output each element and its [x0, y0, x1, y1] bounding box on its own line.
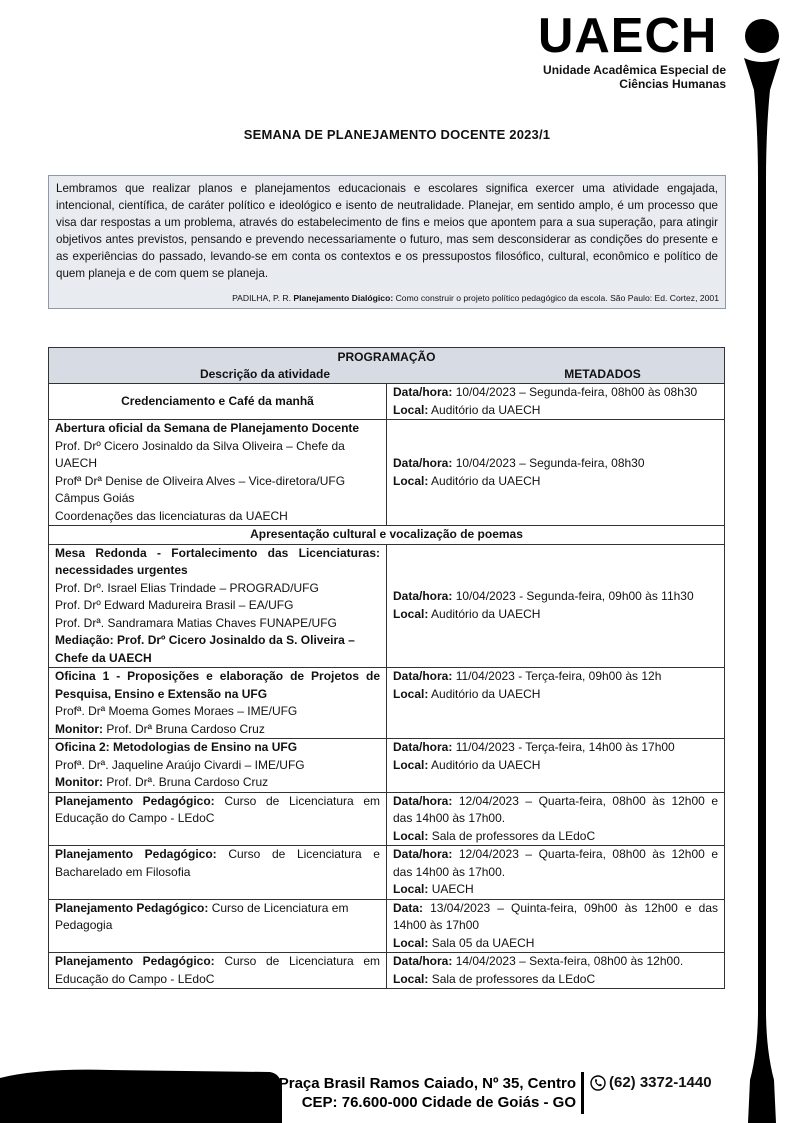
- epigraph-text: Lembramos que realizar planos e planejamentos educacionais e escolares significa exercer uma atividade engajada, intencional, científica, de caráter político e ideológico e isento de neutralidade. Planejar, em sentido amplo, é um processo que visa dar respostas a um problema, através do estabelecimento de fins e meios que apontem para a sua superação, para atingir objetivos antes previstos, pensando e prevendo necessariamente o futuro, mas sem desconsiderar as condições do presente e as experiências do passado, levando-se em conta os contextos e os pressupostos filosófico, cultural, econômico e político de quem planeja e de com quem se planeja.: [56, 182, 718, 280]
- epigraph-box: [48, 175, 726, 309]
- activity-metadata: Data/hora: 11/04/2023 - Terça-feira, 14h00 às 17h00 Local: Auditório da UAECH: [387, 739, 725, 793]
- cultural-presentation: Apresentação cultural e vocalização de poemas: [49, 526, 725, 545]
- table-row: [49, 899, 725, 953]
- activity-metadata: Data/hora: 14/04/2023 – Sexta-feira, 08h00 às 12h00. Local: Sala de professores da LEdoC: [387, 953, 725, 989]
- activity-description: Oficina 1 - Proposições e elaboração de Projetos de Pesquisa, Ensino e Extensão na UFG Profª. Drª Moema Gomes Moraes – IME/UFG Monitor: Prof. Drª Bruna Cardoso Cruz: [49, 668, 387, 739]
- activity-metadata: Data/hora: 12/04/2023 – Quarta-feira, 08h00 às 12h00 e das 14h00 às 17h00. Local: Sala de professores da LEdoC: [387, 792, 725, 846]
- activity-description: Planejamento Pedagógico: Curso de Licenciatura em Pedagogia: [49, 899, 387, 953]
- activity-description: Mesa Redonda - Fortalecimento das Licenciaturas: necessidades urgentes Prof. Drº. Israel Elias Trindade – PROGRAD/UFG Prof. Drº Edward Madureira Brasil – EA/UFG Prof. Drª. Sandramara Matias Chaves FUNAPE/UFG Mediação: Prof. Drº Cicero Josinaldo da S. Oliveira – Chefe da UAECH: [49, 544, 387, 668]
- table-row: [49, 668, 725, 739]
- page-title: SEMANA DE PLANEJAMENTO DOCENTE 2023/1: [243, 127, 551, 142]
- table-header: [49, 348, 725, 384]
- activity-description: Oficina 2: Metodologias de Ensino na UFG Profª. Drª. Jaqueline Araújo Civardi – IME/UFG Monitor: Prof. Drª. Bruna Cardoso Cruz: [49, 739, 387, 793]
- table-row: [49, 526, 725, 545]
- footer-phone: (62) 3372-1440: [590, 1074, 712, 1091]
- footer-divider: [581, 1072, 584, 1114]
- table-row: [49, 384, 725, 420]
- activity-metadata: Data/hora: 10/04/2023 – Segunda-feira, 08h30 Local: Auditório da UAECH: [387, 420, 725, 526]
- activity-metadata: Data/hora: 11/04/2023 - Terça-feira, 09h00 às 12h Local: Auditório da UAECH: [387, 668, 725, 739]
- table-row: [49, 953, 725, 989]
- decorative-side-bar: [730, 0, 794, 1123]
- table-title: PROGRAMAÇÃO: [337, 350, 436, 364]
- epigraph-citation: PADILHA, P. R. Planejamento Dialógico: Como construir o projeto político pedagógico da escola. São Paulo: Ed. Cortez, 2001: [232, 293, 719, 303]
- activity-description: Planejamento Pedagógico: Curso de Licenciatura em Educação do Campo - LEdoC: [49, 792, 387, 846]
- table-row: [49, 544, 725, 668]
- table-row: [49, 739, 725, 793]
- logo: UAECH: [538, 9, 718, 63]
- schedule-table: [48, 347, 725, 989]
- column-header-description: Descrição da atividade: [199, 367, 331, 381]
- activity-description: Planejamento Pedagógico: Curso de Licenciatura em Educação do Campo - LEdoC: [49, 953, 387, 989]
- activity-metadata: Data/hora: 12/04/2023 – Quarta-feira, 08h00 às 12h00 e das 14h00 às 17h00. Local: UAECH: [387, 846, 725, 900]
- column-header-metadata: METADADOS: [564, 367, 641, 381]
- table-row: [49, 420, 725, 526]
- table-row: [49, 792, 725, 846]
- table-row: [49, 846, 725, 900]
- activity-metadata: Data: 13/04/2023 – Quinta-feira, 09h00 às 12h00 e das 14h00 às 17h00 Local: Sala 05 da UAECH: [387, 899, 725, 953]
- activity-description: Abertura oficial da Semana de Planejamento Docente Prof. Drº Cicero Josinaldo da Silva Oliveira – Chefe da UAECH Profª Drª Denise de Oliveira Alves – Vice-diretora/UFG Câmpus Goiás Coordenações das licenciaturas da UAECH: [49, 420, 387, 526]
- footer-address: Praça Brasil Ramos Caiado, Nº 35, Centro CEP: 76.600-000 Cidade de Goiás - GO: [278, 1075, 576, 1111]
- activity-metadata: Data/hora: 10/04/2023 - Segunda-feira, 09h00 às 11h30 Local: Auditório da UAECH: [387, 544, 725, 668]
- institution-name: Unidade Acadêmica Especial de Ciências Humanas: [543, 63, 726, 91]
- activity-title: Credenciamento e Café da manhã: [49, 384, 387, 420]
- phone-icon: [590, 1075, 606, 1091]
- activity-metadata: Data/hora: 10/04/2023 – Segunda-feira, 08h00 às 08h30 Local: Auditório da UAECH: [387, 384, 725, 420]
- activity-description: Planejamento Pedagógico: Curso de Licenciatura e Bacharelado em Filosofia: [49, 846, 387, 900]
